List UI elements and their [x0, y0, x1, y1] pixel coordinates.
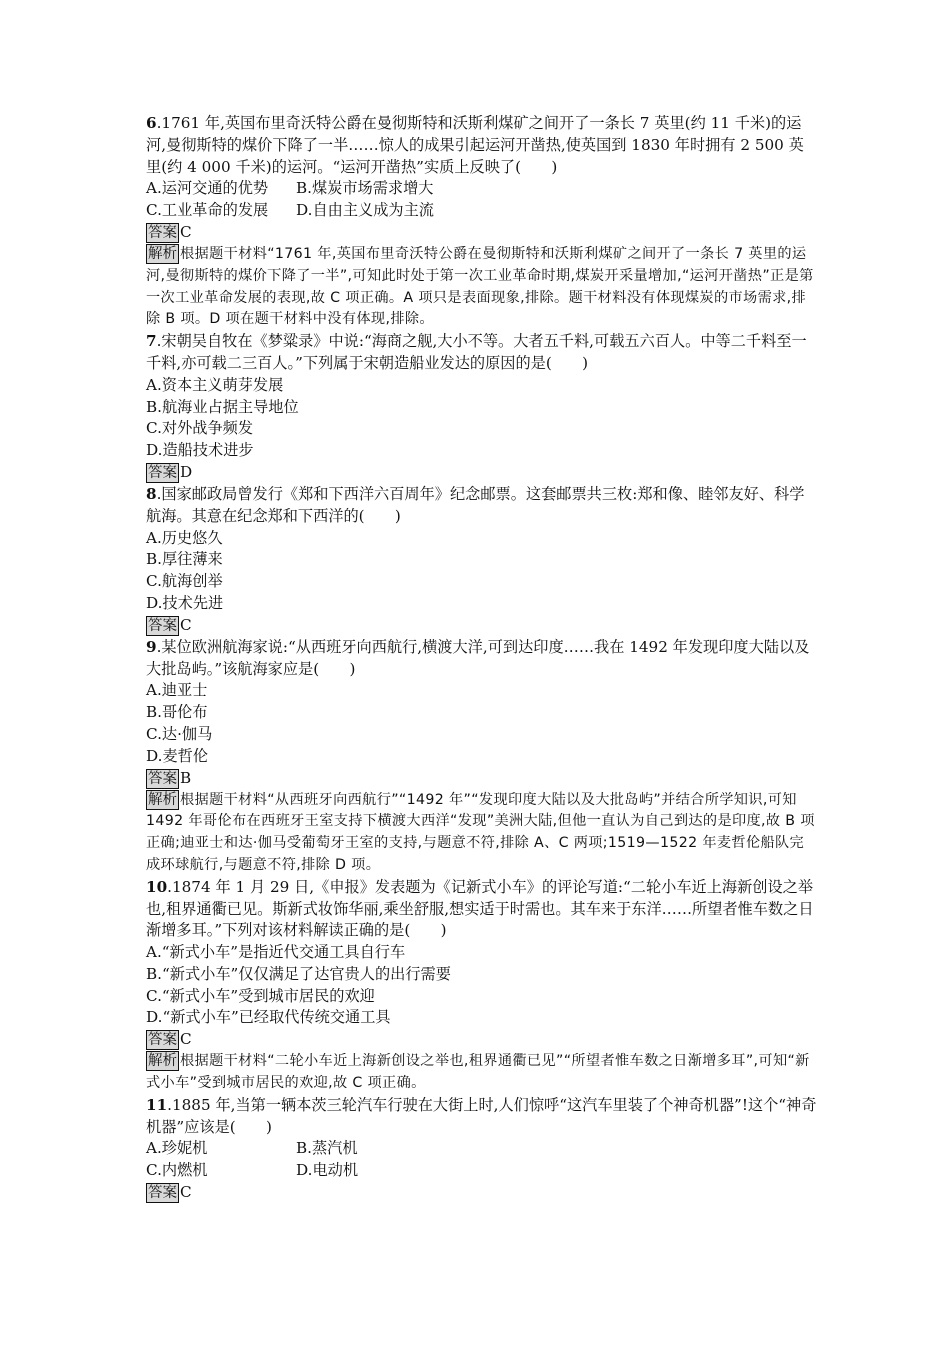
option-d: D.“新式小车”已经取代传统交通工具 — [146, 1008, 391, 1027]
question-10-stem — [146, 877, 818, 942]
question-text: .1874 年 1 月 29 日,《申报》发表题为《记新式小车》的评论写道:“二轮小车近上海新创设之举也,租界通衢已见。斯新式妆饰华丽,乘坐舒服,想实适于时需也。其车来于东洋……所望者惟车数之日渐增多耳。”下列对该材料解读正确的是( ) — [146, 877, 814, 940]
question-number: 10 — [146, 877, 168, 896]
question-10-answer — [146, 1029, 818, 1051]
option-a: A.历史悠久 — [146, 528, 223, 547]
question-number: 7 — [146, 332, 157, 351]
document-page — [146, 113, 818, 1204]
answer-tag: 答案 — [148, 617, 177, 634]
question-text: .1885 年,当第一辆本茨三轮汽车行驶在大街上时,人们惊呼“这汽车里装了个神奇机器”!这个“神奇机器”应该是( ) — [146, 1095, 817, 1136]
analysis-tag: 解析 — [148, 245, 177, 262]
question-9-answer — [146, 768, 818, 790]
question-11-options-row1 — [146, 1138, 818, 1160]
answer-value: C — [180, 615, 192, 634]
analysis-text: 根据题干材料“二轮小车近上海新创设之举也,租界通衢已见”“所望者惟车数之日渐增多耳”,可知“新式小车”受到城市居民的欢迎,故 C 项正确。 — [146, 1053, 810, 1092]
question-9-analysis — [146, 790, 818, 877]
option-a: A.“新式小车”是指近代交通工具自行车 — [146, 943, 406, 962]
analysis-tag: 解析 — [148, 1053, 177, 1070]
question-11-options-row2 — [146, 1160, 818, 1182]
answer-value: C — [180, 1183, 192, 1202]
analysis-text: 根据题干材料“从西班牙向西航行”“1492 年”“发现印度大陆以及大批岛屿”并结合所学知识,可知 1492 年哥伦布在西班牙王室支持下横渡大西洋“发现”美洲大陆,但他一直认为自己到达的是印度,故 B 项正确;迪亚士和达·伽马受葡萄牙王室的支持,与题意不符,排除 A、C 两项;1519—1522 年麦哲伦船队完成环球航行,与题意不符,排除 D 项。 — [146, 791, 815, 873]
option-b: B.蒸汽机 — [296, 1139, 358, 1158]
question-8-stem — [146, 484, 818, 528]
option-c: C.对外战争频发 — [146, 419, 254, 438]
answer-tag: 答案 — [148, 224, 177, 241]
question-7-stem — [146, 331, 818, 375]
answer-tag: 答案 — [148, 464, 177, 481]
question-6-options-row1 — [146, 178, 818, 200]
question-8-answer — [146, 615, 818, 637]
question-number: 9 — [146, 637, 157, 656]
option-c: C.达·伽马 — [146, 724, 213, 743]
option-d: D.造船技术进步 — [146, 441, 254, 460]
analysis-text: 根据题干材料“1761 年,英国布里奇沃特公爵在曼彻斯特和沃斯利煤矿之间开了一条长 7 英里的运河,曼彻斯特的煤价下降了一半”,可知此时处于第一次工业革命时期,煤炭开采量增加,“运河开凿热”正是第一次工业革命发展的表现,故 C 项正确。A 项只是表面现象,排除。题干材料没有体现煤炭的市场需求,排除 B 项。D 项在题干材料中没有体现,排除。 — [146, 245, 814, 328]
answer-tag: 答案 — [148, 1185, 177, 1202]
question-6-analysis — [146, 244, 818, 331]
option-c: C.航海创举 — [146, 572, 223, 591]
question-7-answer — [146, 462, 818, 484]
question-10-analysis — [146, 1051, 818, 1095]
answer-value: B — [180, 768, 192, 787]
option-a: A.运河交通的优势 — [146, 179, 269, 198]
option-d: D.技术先进 — [146, 593, 224, 612]
option-a: A.资本主义萌芽发展 — [146, 375, 284, 394]
question-9-stem — [146, 637, 818, 681]
answer-value: C — [180, 1030, 192, 1049]
question-number: 8 — [146, 484, 157, 503]
option-d: D.自由主义成为主流 — [296, 201, 434, 220]
option-b: B.哥伦布 — [146, 703, 208, 722]
option-b: B.煤炭市场需求增大 — [296, 179, 434, 198]
question-11-answer — [146, 1182, 818, 1204]
option-b: B.航海业占据主导地位 — [146, 397, 299, 416]
option-c: C.工业革命的发展 — [146, 201, 269, 220]
option-d: D.麦哲伦 — [146, 746, 209, 765]
question-text: .1761 年,英国布里奇沃特公爵在曼彻斯特和沃斯利煤矿之间开了一条长 7 英里(约 11 千米)的运河,曼彻斯特的煤价下降了一半……惊人的成果引起运河开凿热,使英国到 1830 年时拥有 2 500 英里(约 4 000 千米)的运河。“运河开凿热”实质上反映了( ) — [146, 114, 804, 176]
option-a: A.珍妮机 — [146, 1139, 208, 1158]
option-b: B.“新式小车”仅仅满足了达官贵人的出行需要 — [146, 964, 451, 983]
question-number: 6 — [146, 114, 157, 132]
answer-tag: 答案 — [148, 1032, 177, 1049]
question-text: .某位欧洲航海家说:“从西班牙向西航行,横渡大洋,可到达印度……我在 1492 年发现印度大陆以及大批岛屿。”该航海家应是( ) — [146, 637, 810, 678]
option-b: B.厚往薄来 — [146, 550, 223, 569]
option-c: C.内燃机 — [146, 1161, 208, 1180]
question-text: .宋朝吴自牧在《梦粱录》中说:“海商之舰,大小不等。大者五千料,可载五六百人。中等二千料至一千料,亦可载二三百人。”下列属于宋朝造船业发达的原因的是( ) — [146, 332, 807, 372]
option-a: A.迪亚士 — [146, 681, 208, 700]
question-6-options-row2 — [146, 200, 818, 222]
question-number: 11 — [146, 1095, 168, 1114]
question-11-stem — [146, 1095, 818, 1139]
question-6-stem — [146, 113, 818, 178]
answer-value: C — [180, 223, 192, 242]
option-d: D.电动机 — [296, 1161, 359, 1180]
analysis-tag: 解析 — [148, 791, 177, 808]
question-6-answer — [146, 222, 818, 244]
question-text: .国家邮政局曾发行《郑和下西洋六百周年》纪念邮票。这套邮票共三枚:郑和像、睦邻友好、科学航海。其意在纪念郑和下西洋的( ) — [146, 484, 805, 525]
answer-value: D — [180, 463, 193, 482]
option-c: C.“新式小车”受到城市居民的欢迎 — [146, 986, 375, 1005]
answer-tag: 答案 — [148, 770, 177, 787]
